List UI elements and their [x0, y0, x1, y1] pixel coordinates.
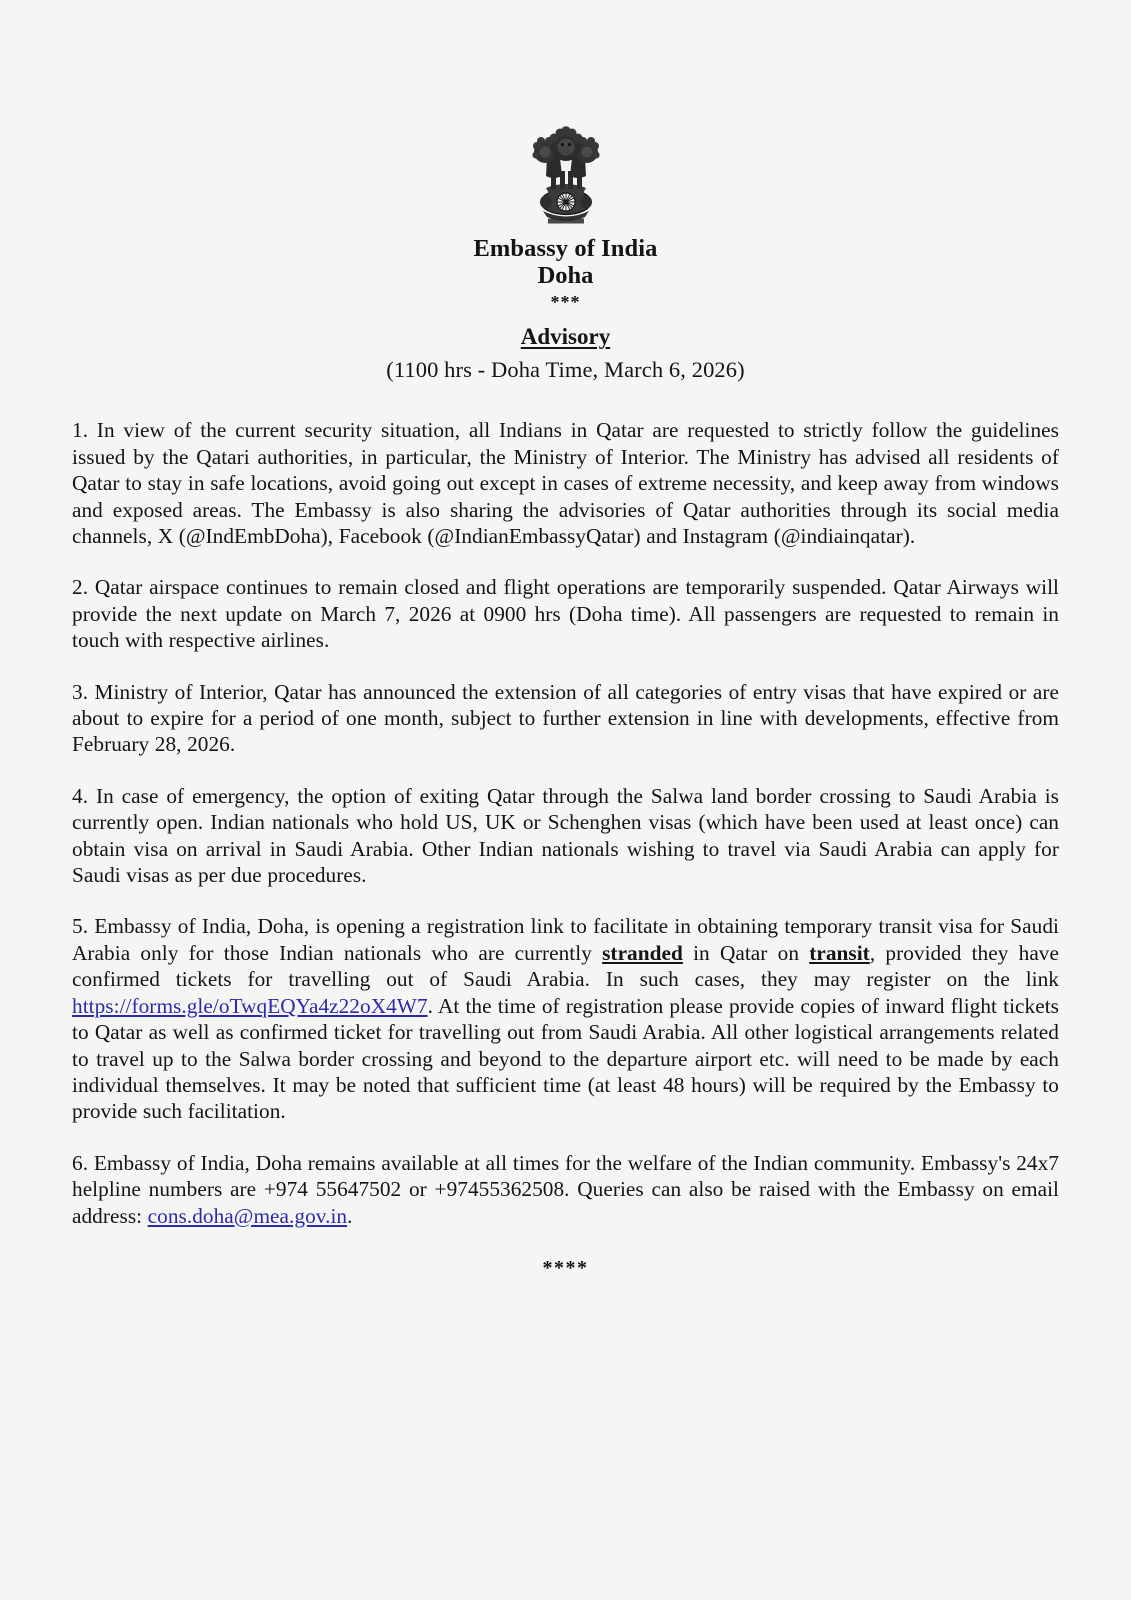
registration-form-link[interactable]: https://forms.gle/oTwqEQYa4z22oX4W7	[72, 993, 428, 1018]
paragraph-4: 4. In case of emergency, the option of exiting Qatar through the Salwa land border crossing to Saudi Arabia is currently open. Indian nationals who hold US, UK or Schenghen visas (which have been used at least once) can obtain visa on arrival in Saudi Arabia. Other Indian nationals wishing to travel via Saudi Arabia can apply for Saudi visas as per due procedures.	[72, 783, 1059, 888]
document-header	[72, 0, 1059, 383]
page-title: Advisory	[520, 324, 611, 350]
paragraph-5-text-c: , provided they have confirmed tickets for travelling out of Saudi Arabia. In such cases, they may register on the link	[72, 940, 1059, 992]
emphasis-stranded: stranded	[602, 940, 683, 965]
state-emblem-of-india-icon	[529, 118, 603, 226]
paragraph-2: 2. Qatar airspace continues to remain closed and flight operations are temporarily suspended. Qatar Airways will provide the next update on March 7, 2026 at 0900 hrs (Doha time). All passengers are requested to remain in touch with respective airlines.	[72, 575, 1059, 653]
paragraph-5-text-b: in Qatar on	[682, 940, 810, 965]
emphasis-transit: transit	[809, 940, 870, 965]
organization-name: Embassy of India	[473, 235, 658, 262]
paragraph-6-text-b: .	[347, 1203, 353, 1228]
footer-star-separator: ****	[542, 1256, 589, 1279]
paragraph-5-text-d: . At the time of registration please provide copies of inward flight tickets to Qatar as well as confirmed ticket for travelling out from Saudi Arabia. All other logistical arrangements related to travel up to the Salwa border crossing and beyond to the departure airport etc. will need to be made by each individual themselves. It may be noted that sufficient time (at least 48 hours) will be required by the Embassy to provide such facilitation.	[72, 993, 1059, 1124]
paragraph-5	[72, 913, 1059, 1124]
paragraph-6-text-a: 6. Embassy of India, Doha remains available at all times for the welfare of the Indian community. Embassy's 24x7 helpline numbers are +974 55647502 or +97455362508. Queries can also be raised with the Embassy on email address:	[72, 1150, 1059, 1228]
paragraph-5-text-a: 5. Embassy of India, Doha, is opening a registration link to facilitate in obtaining temporary transit visa for Saudi Arabia only for those Indian nationals who are currently	[72, 914, 1059, 965]
paragraph-6	[72, 1150, 1059, 1229]
advisory-body	[72, 417, 1059, 1229]
embassy-email-link[interactable]: cons.doha@mea.gov.in	[147, 1203, 348, 1228]
paragraph-3: 3. Ministry of Interior, Qatar has announced the extension of all categories of entry visas that have expired or are about to expire for a period of one month, subject to further extension in line with developments, effective from February 28, 2026.	[72, 679, 1059, 757]
organization-city: Doha	[537, 262, 594, 290]
header-star-separator: ***	[550, 291, 581, 312]
advisory-datetime: (1100 hrs - Doha Time, March 6, 2026)	[386, 357, 745, 383]
paragraph-1: 1. In view of the current security situation, all Indians in Qatar are requested to strictly follow the guidelines issued by the Qatari authorities, in particular, the Ministry of Interior. The Ministry has advised all residents of Qatar to stay in safe locations, avoid going out except in cases of extreme necessity, and keep away from windows and exposed areas. The Embassy is also sharing the advisories of Qatar authorities through its social media channels, X (@IndEmbDoha), Facebook (@IndianEmbassyQatar) and Instagram (@indiainqatar).	[72, 418, 1059, 549]
